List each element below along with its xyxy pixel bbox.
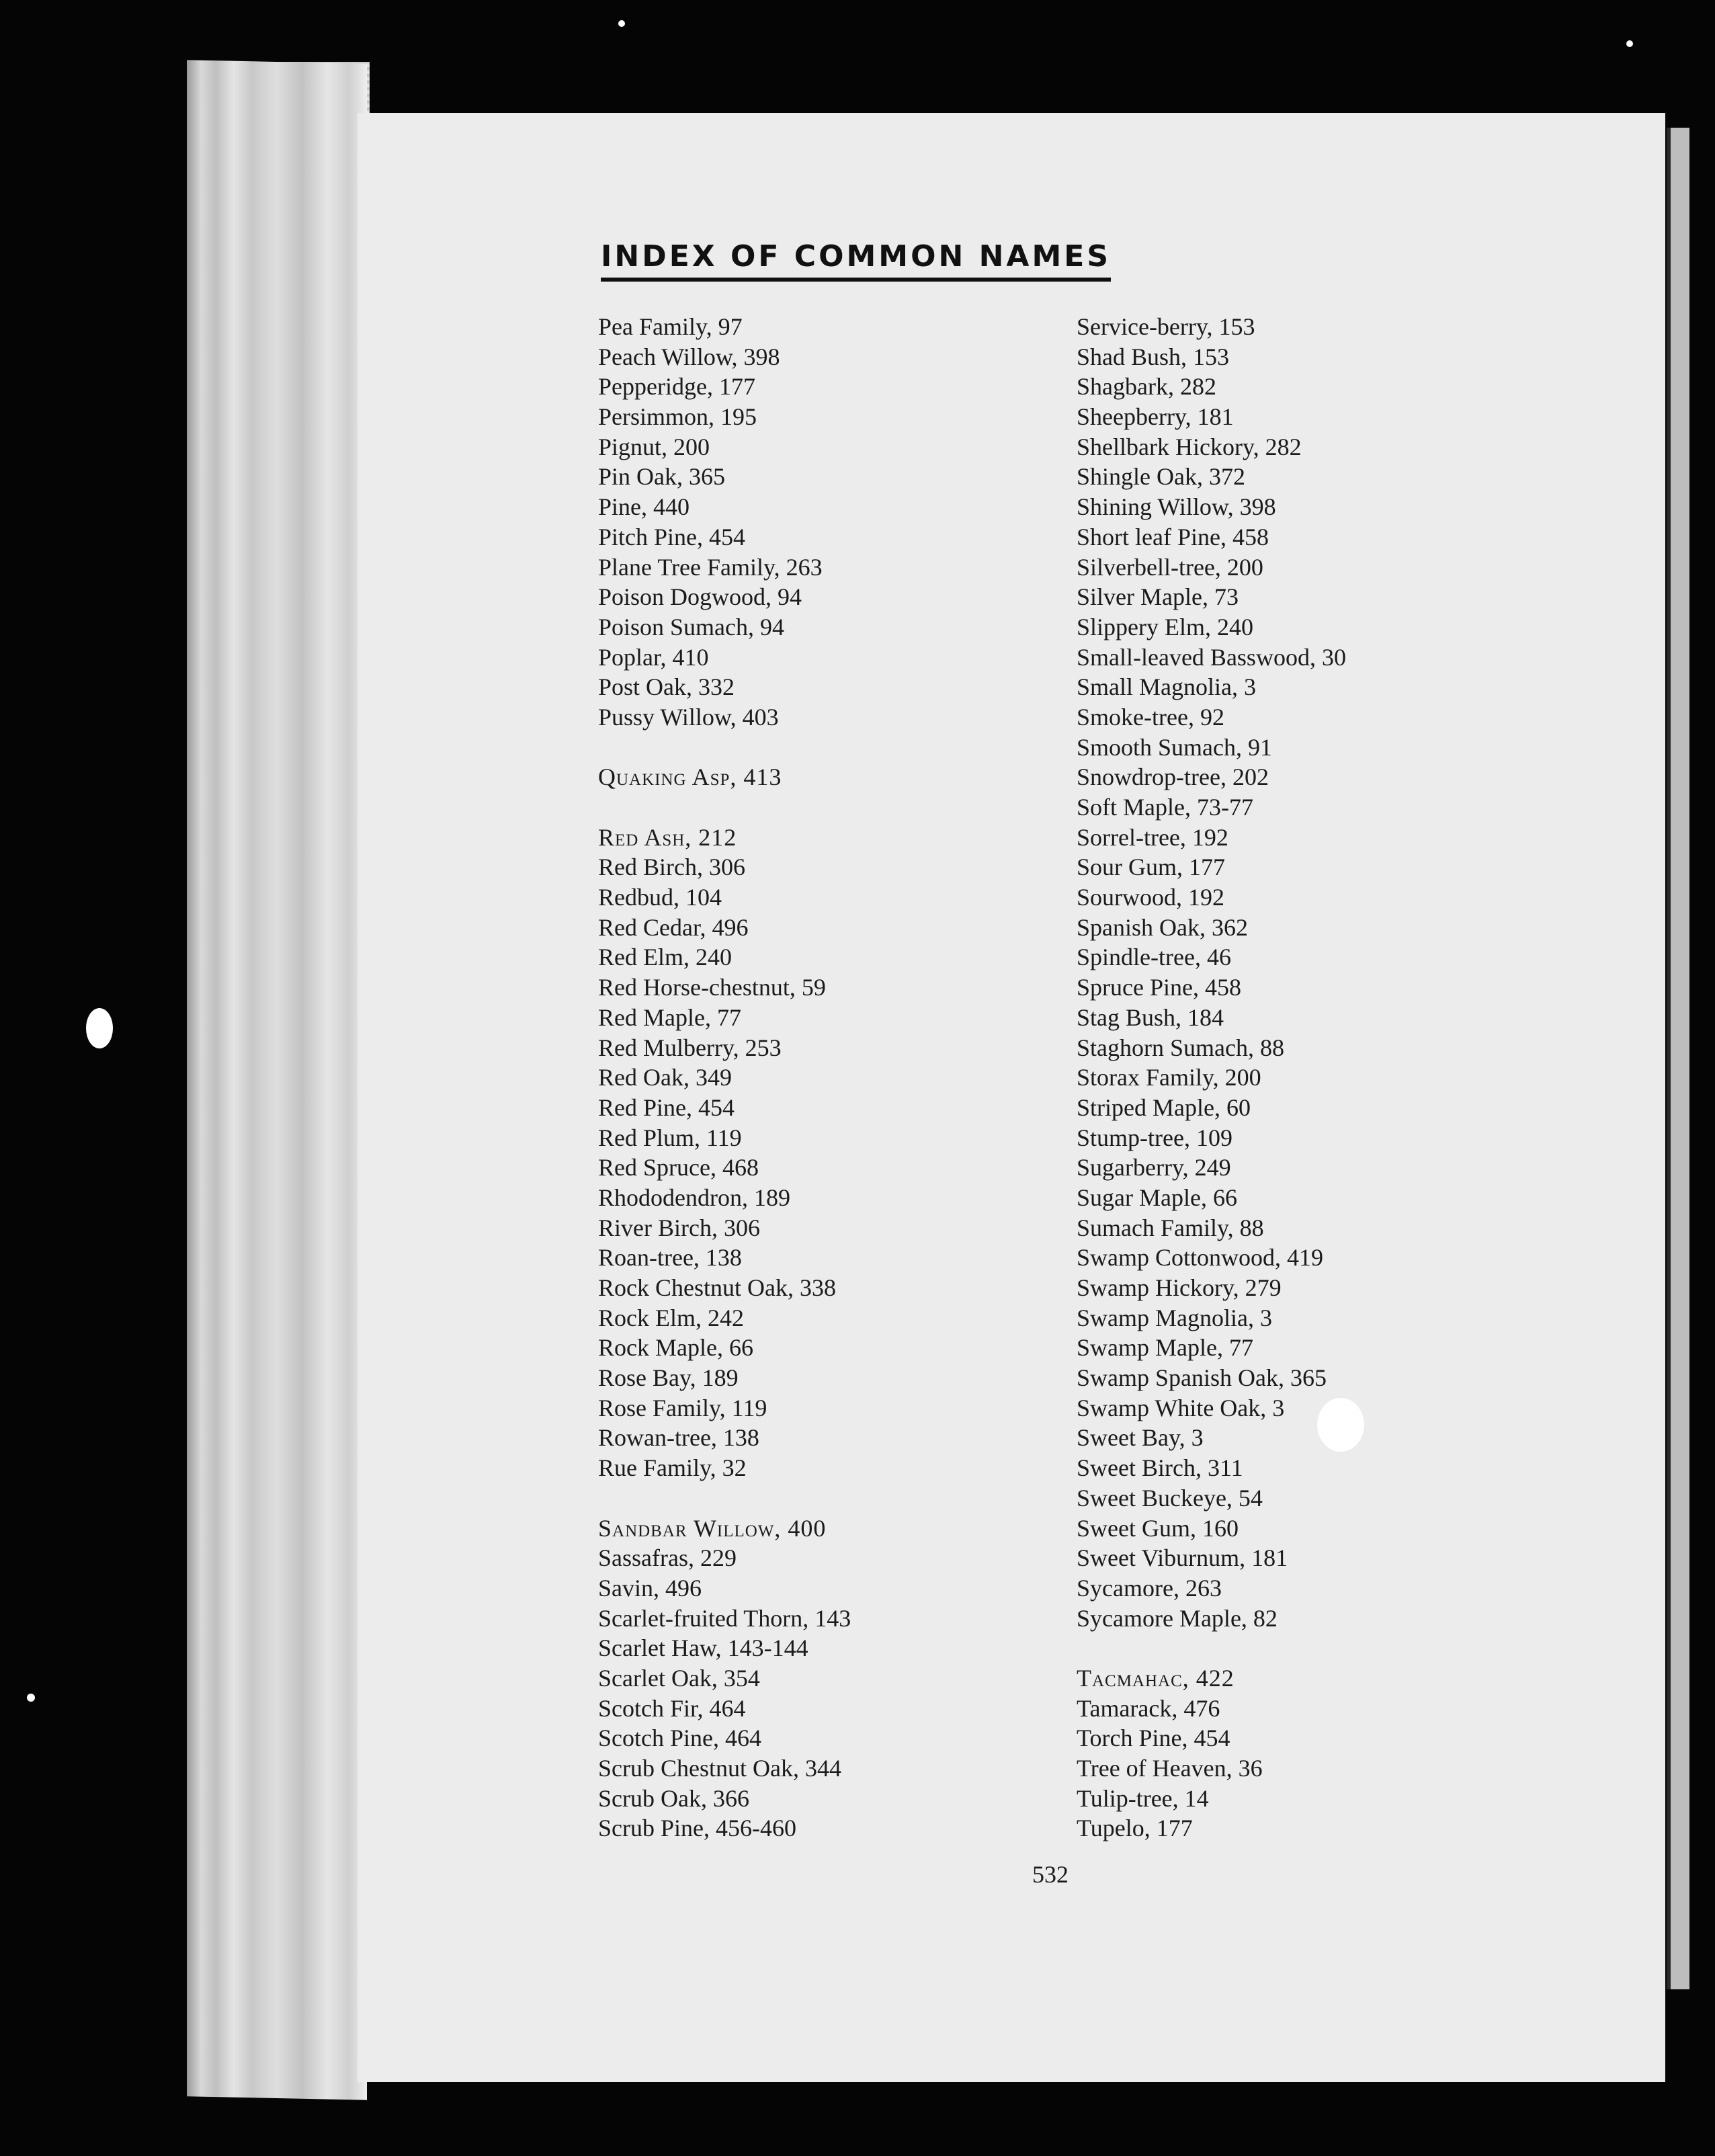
index-entry: Shagbark, 282 [1077, 373, 1216, 401]
index-entry: Shining Willow, 398 [1077, 493, 1276, 521]
scan-speck [618, 20, 625, 27]
index-entry: Sour Gum, 177 [1077, 854, 1226, 881]
index-entry: Poison Sumach, 94 [598, 613, 785, 640]
index-entry: Sweet Bay, 3 [1077, 1424, 1204, 1452]
index-entry: Pepperidge, 177 [598, 373, 755, 401]
index-entry: Red Horse-chestnut, 59 [598, 974, 826, 1001]
index-entry: Poplar, 410 [598, 643, 709, 671]
index-entry: Shad Bush, 153 [1077, 343, 1230, 370]
index-entry: River Birch, 306 [598, 1214, 760, 1241]
index-entry: Storax Family, 200 [1077, 1064, 1261, 1091]
index-entry: Swamp Maple, 77 [1077, 1334, 1253, 1362]
index-entry: Tulip-tree, 14 [1077, 1784, 1209, 1812]
index-entry: Redbud, 104 [598, 884, 722, 911]
index-entry: Peach Willow, 398 [598, 343, 780, 370]
facing-page-edge [1667, 128, 1689, 1989]
index-entry: Roan-tree, 138 [598, 1244, 742, 1272]
index-entry: Sourwood, 192 [1077, 884, 1225, 911]
index-entry: Red Birch, 306 [598, 854, 745, 881]
index-entry: Red Oak, 349 [598, 1064, 732, 1091]
index-entry: Soft Maple, 73-77 [1077, 794, 1253, 821]
index-entry: Sassafras, 229 [598, 1544, 737, 1572]
index-entry: Pin Oak, 365 [598, 463, 725, 491]
index-entry: Service-berry, 153 [1077, 313, 1255, 340]
index-entry: Scotch Fir, 464 [598, 1694, 746, 1722]
index-entry: Scrub Chestnut Oak, 344 [598, 1755, 841, 1782]
index-entry: Pussy Willow, 403 [598, 703, 779, 731]
section-gap [598, 1483, 1122, 1514]
scan-speck [1626, 40, 1633, 47]
index-entry: Sheepberry, 181 [1077, 403, 1234, 431]
index-entry: Red Plum, 119 [598, 1124, 742, 1151]
index-entry: Snowdrop-tree, 202 [1077, 763, 1269, 791]
index-entry: Swamp Hickory, 279 [1077, 1274, 1282, 1301]
index-entry: Stag Bush, 184 [1077, 1003, 1224, 1031]
index-entry: Sandbar Willow, 400 [598, 1514, 827, 1542]
index-entry: Torch Pine, 454 [1077, 1725, 1230, 1752]
index-entry: Poison Dogwood, 94 [598, 583, 802, 611]
index-entry: Silverbell-tree, 200 [1077, 553, 1263, 581]
index-entry: Sycamore Maple, 82 [1077, 1604, 1278, 1632]
index-entry: Red Ash, 212 [598, 823, 737, 851]
index-entry: Sorrel-tree, 192 [1077, 823, 1228, 851]
index-entry: Spindle-tree, 46 [1077, 944, 1231, 971]
index-entry: Swamp White Oak, 3 [1077, 1394, 1285, 1421]
index-entry: Pea Family, 97 [598, 313, 743, 340]
index-entry: Red Spruce, 468 [598, 1154, 759, 1181]
index-entry: Smoke-tree, 92 [1077, 703, 1224, 731]
index-entry: Persimmon, 195 [598, 403, 757, 431]
index-entry: Pitch Pine, 454 [598, 523, 746, 550]
index-entry: Post Oak, 332 [598, 673, 735, 701]
index-entry: Red Cedar, 496 [598, 913, 749, 941]
index-entry: Silver Maple, 73 [1077, 583, 1239, 611]
index-entry: Red Pine, 454 [598, 1093, 735, 1121]
left-index-column [598, 312, 1122, 1843]
index-entry: Red Elm, 240 [598, 944, 732, 971]
index-entry: Shellbark Hickory, 282 [1077, 433, 1302, 460]
index-entry: Tree of Heaven, 36 [1077, 1755, 1263, 1782]
page-title: INDEX OF COMMON NAMES [601, 239, 1111, 282]
index-entry: Small-leaved Basswood, 30 [1077, 643, 1346, 671]
index-entry: Spanish Oak, 362 [1077, 913, 1248, 941]
section-gap [598, 733, 1122, 763]
scan-speck [27, 1694, 35, 1702]
index-entry: Scarlet Oak, 354 [598, 1664, 760, 1692]
index-entry: Savin, 496 [598, 1574, 702, 1602]
index-entry: Striped Maple, 60 [1077, 1093, 1251, 1121]
index-entry: Short leaf Pine, 458 [1077, 523, 1269, 550]
index-entry: Rose Family, 119 [598, 1394, 767, 1421]
index-entry: Rock Elm, 242 [598, 1304, 744, 1331]
index-entry: Scarlet-fruited Thorn, 143 [598, 1604, 851, 1632]
index-entry: Small Magnolia, 3 [1077, 673, 1256, 701]
index-entry: Sweet Birch, 311 [1077, 1454, 1243, 1482]
index-entry: Sweet Gum, 160 [1077, 1514, 1239, 1542]
book-page-edges [187, 60, 367, 2100]
index-entry: Scarlet Haw, 143-144 [598, 1634, 808, 1662]
index-entry: Smooth Sumach, 91 [1077, 733, 1273, 761]
index-entry: Staghorn Sumach, 88 [1077, 1034, 1284, 1061]
index-entry: Quaking Asp, 413 [598, 763, 782, 791]
page-number: 532 [1032, 1861, 1069, 1888]
index-entry: Rhododendron, 189 [598, 1184, 790, 1211]
index-entry: Swamp Spanish Oak, 365 [1077, 1364, 1327, 1392]
index-entry: Stump-tree, 109 [1077, 1124, 1232, 1151]
index-entry: Tamarack, 476 [1077, 1694, 1220, 1722]
index-entry: Plane Tree Family, 263 [598, 553, 823, 581]
index-entry: Scrub Oak, 366 [598, 1784, 749, 1812]
index-entry: Rock Maple, 66 [598, 1334, 753, 1362]
right-index-column [1077, 312, 1601, 1843]
index-entry: Tupelo, 177 [1077, 1815, 1193, 1842]
index-entry: Slippery Elm, 240 [1077, 613, 1253, 640]
scan-speck [1317, 1398, 1364, 1452]
index-entry: Tacmahac, 422 [1077, 1664, 1235, 1692]
index-entry: Shingle Oak, 372 [1077, 463, 1245, 491]
index-entry: Swamp Magnolia, 3 [1077, 1304, 1272, 1331]
index-entry: Sycamore, 263 [1077, 1574, 1222, 1602]
index-entry: Pine, 440 [598, 493, 690, 521]
index-entry: Scotch Pine, 464 [598, 1725, 761, 1752]
index-entry: Swamp Cottonwood, 419 [1077, 1244, 1324, 1272]
index-entry: Rue Family, 32 [598, 1454, 747, 1482]
index-entry: Scrub Pine, 456-460 [598, 1815, 796, 1842]
index-entry: Sugarberry, 249 [1077, 1154, 1231, 1181]
scan-speck [86, 1008, 113, 1048]
section-gap [1077, 1633, 1601, 1663]
index-entry: Sugar Maple, 66 [1077, 1184, 1237, 1211]
index-entry: Red Maple, 77 [598, 1003, 741, 1031]
index-entry: Red Mulberry, 253 [598, 1034, 782, 1061]
section-gap [598, 792, 1122, 823]
index-entry: Sweet Buckeye, 54 [1077, 1484, 1263, 1511]
index-entry: Spruce Pine, 458 [1077, 974, 1241, 1001]
index-entry: Sweet Viburnum, 181 [1077, 1544, 1288, 1572]
index-entry: Rowan-tree, 138 [598, 1424, 759, 1452]
index-entry: Sumach Family, 88 [1077, 1214, 1264, 1241]
index-entry: Rose Bay, 189 [598, 1364, 739, 1392]
index-entry: Pignut, 200 [598, 433, 710, 460]
index-entry: Rock Chestnut Oak, 338 [598, 1274, 836, 1301]
